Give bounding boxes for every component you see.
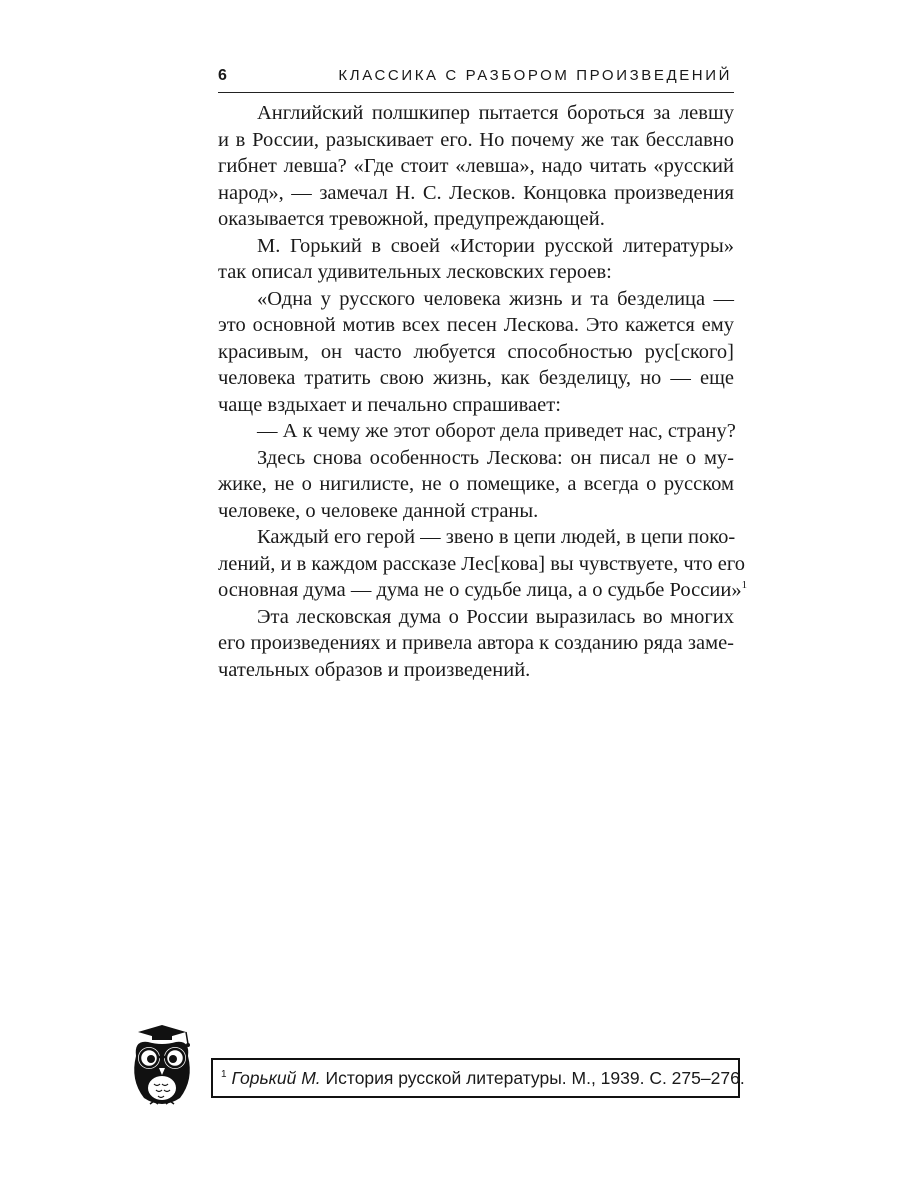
page-number: 6 bbox=[218, 67, 227, 84]
text-line-content: жике, не о нигилисте, не о помещике, а всегда о русском bbox=[218, 473, 734, 495]
text-line bbox=[218, 100, 734, 127]
footnote-marker: 1 bbox=[221, 1069, 227, 1081]
text-line-content: его произведениях и привела автора к созданию ряда заме- bbox=[218, 632, 734, 654]
text-line bbox=[218, 551, 745, 578]
text-line bbox=[218, 524, 734, 551]
footnote-author: Горький М. bbox=[231, 1068, 321, 1088]
text-line bbox=[218, 153, 734, 180]
header-rule bbox=[218, 92, 734, 93]
text-line-content: чаще вздыхает и печально спрашивает: bbox=[218, 393, 561, 416]
text-line bbox=[218, 365, 734, 392]
text-line-content: Каждый его герой — звено в цепи людей, в цепи поко- bbox=[257, 526, 736, 548]
text-line-content: Здесь снова особенность Лескова: он писал не о му- bbox=[257, 446, 734, 469]
text-line bbox=[218, 259, 734, 286]
text-line-content: лений, и в каждом рассказе Лес[кова] вы чувствуете, что его bbox=[218, 552, 745, 575]
text-line-content: основная дума — дума не о судьбе лица, а о судьбе России» bbox=[218, 579, 742, 601]
text-line bbox=[218, 286, 734, 313]
text-line bbox=[218, 498, 734, 525]
text-line-content: чательных образов и произведений. bbox=[218, 658, 531, 681]
main-text bbox=[218, 100, 748, 683]
text-line-content: человека тратить свою жизнь, как безделицу, но — еще bbox=[218, 367, 734, 389]
text-line bbox=[218, 127, 734, 154]
text-line bbox=[218, 630, 734, 657]
text-line-content: Английский полшкипер пытается бороться за левшу bbox=[257, 102, 734, 124]
text-line bbox=[218, 180, 734, 207]
text-line bbox=[218, 418, 734, 445]
text-line-content: Эта лесковская дума о России выразилась во многих bbox=[257, 605, 734, 628]
footnote-reference: 1 bbox=[741, 579, 748, 592]
text-line-content: так описал удивительных лесковских героев: bbox=[218, 261, 612, 283]
text-line bbox=[218, 604, 734, 631]
text-line bbox=[218, 445, 734, 472]
owl-with-graduation-cap-icon bbox=[128, 1022, 200, 1110]
text-line-content: красивым, он часто любуется способностью рус[ского] bbox=[218, 340, 734, 363]
footnote bbox=[221, 1060, 745, 1096]
text-line bbox=[218, 577, 748, 604]
text-line-content: оказывается тревожной, предупреждающей. bbox=[218, 208, 605, 230]
text-line bbox=[218, 392, 734, 419]
text-line-content: это основной мотив всех песен Лескова. Это кажется ему bbox=[218, 314, 734, 336]
text-line bbox=[218, 312, 734, 339]
text-line-content: — А к чему же этот оборот дела приведет нас, страну? bbox=[257, 420, 736, 442]
text-line bbox=[218, 657, 734, 684]
footnote-citation: История русской литературы. М., 1939. С. 275–276. bbox=[320, 1068, 745, 1088]
text-line bbox=[218, 233, 734, 260]
text-line-content: народ», — замечал Н. С. Лесков. Концовка произведения bbox=[218, 181, 734, 204]
footnote-box bbox=[211, 1058, 745, 1098]
text-line bbox=[218, 206, 734, 233]
text-line-content: М. Горький в своей «Истории русской литературы» bbox=[257, 234, 734, 257]
text-line-content: «Одна у русского человека жизнь и та безделица — bbox=[257, 287, 734, 310]
text-line bbox=[218, 339, 734, 366]
text-line-content: человеке, о человеке данной страны. bbox=[218, 499, 539, 522]
text-line-content: и в России, разыскивает его. Но почему же так бесславно bbox=[218, 128, 734, 151]
text-line bbox=[218, 471, 734, 498]
page-header bbox=[218, 66, 732, 92]
text-line-content: гибнет левша? «Где стоит «левша», надо читать «русский bbox=[218, 155, 734, 177]
running-head: КЛАССИКА С РАЗБОРОМ ПРОИЗВЕДЕНИЙ bbox=[338, 67, 732, 84]
